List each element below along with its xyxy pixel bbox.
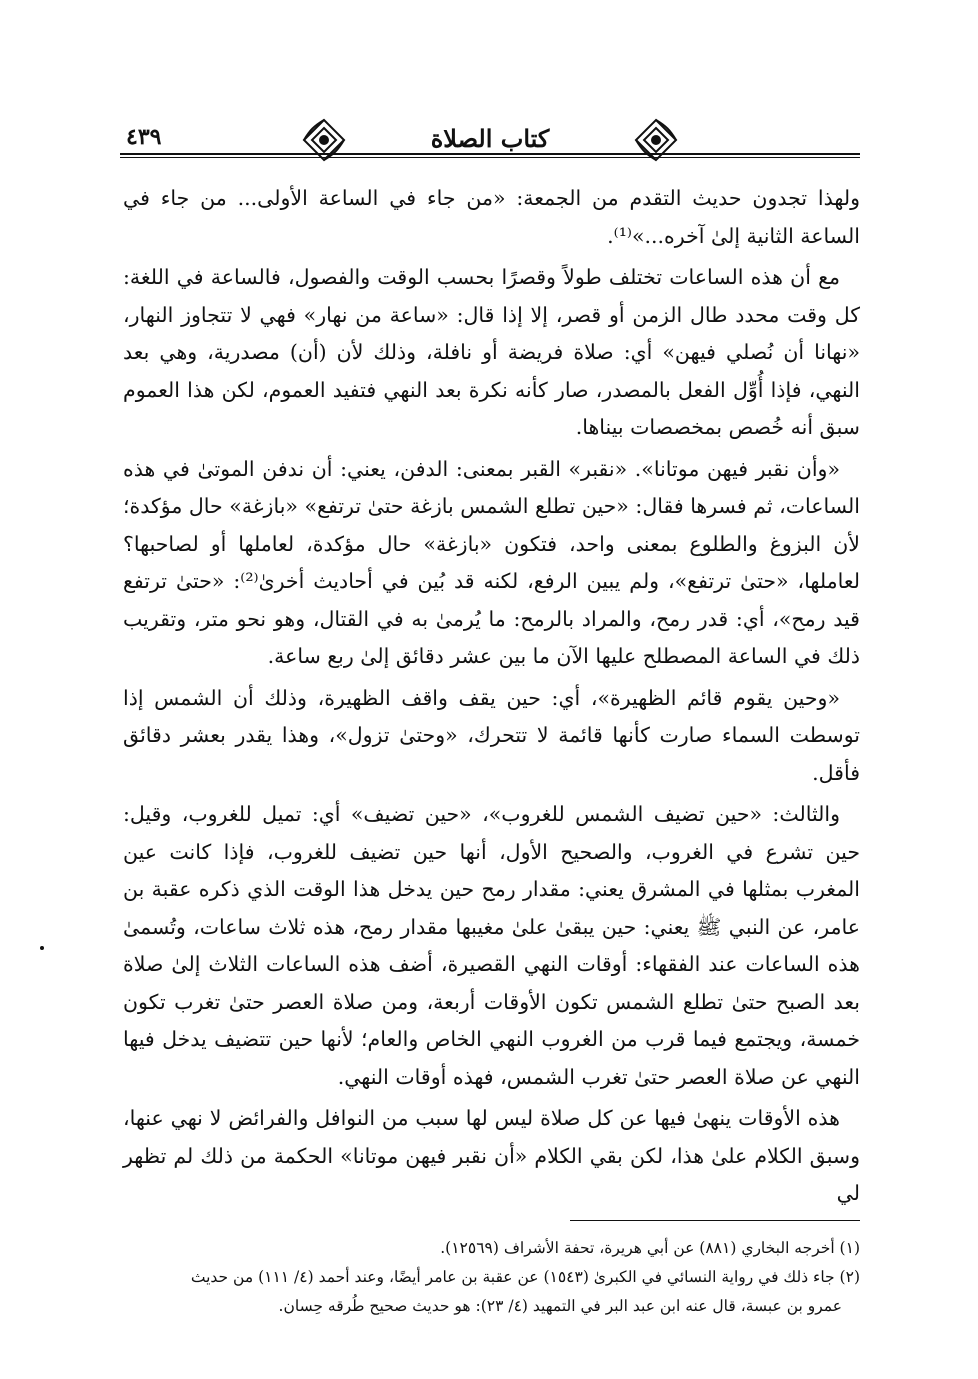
header-rule-thin	[120, 157, 860, 158]
paragraph: «وأن نقبر فيهن موتانا». «نقبر» القبر بمعنى: الدفن، يعني: أن ندفن الموتىٰ في هذه الساعات، ثم فسرها فقال: «حين تطلع الشمس بازغة حتىٰ ترتفع» «بازغة» حال مؤكدة؛ لأن البزوغ والطلوع بمعنى واحد، فتكون «بازغة» حال مؤكدة، لعاملها أو لصاحبها؟ لعاملها، «حتىٰ ترتفع»، ولم يبين الرفع، لكنه قد بُين في أحاديث أخرىٰ⁽²⁾: «حتىٰ ترتفع قيد رمح»، أي: قدر رمح، والمراد بالرمح: ما يُرمىٰ به في القتال، وهو نحو متر، وتقريب ذلك في الساعة المصطلح عليها الآن ما بين عشر دقائق إلىٰ ربع ساعة.	[123, 456, 860, 668]
paragraph: ولهذا تجدون حديث التقدم من الجمعة: «من جاء في الساعة الأولى... من جاء في الساعة الثانية إلىٰ آخره...»⁽¹⁾.	[123, 186, 860, 248]
paragraph: «وحين يقوم قائم الظهيرة»، أي: حين يقف واقف الظهيرة، وذلك أن الشمس إذا توسطت السماء صارت كأنها قائمة لا تتحرك، «وحتىٰ تزول»، وهذا يقدر بعشر دقائق فأقل.	[123, 685, 860, 785]
page-header	[120, 112, 860, 172]
paragraph: مع أن هذه الساعات تختلف طولاً وقصرًا بحسب الوقت والفصول، فالساعة في اللغة: كل وقت محدد طال الزمن أو قصر، إلا إذا قال: «ساعة من نهار» فهي لا تتجاوز النهار، «نهانا أن نُصلي فيهن» أي: صلاة فريضة أو نافلة، وذلك لأن (أن) مصدرية، وهي بعد النهي، فإذا أُوِّل الفعل بالمصدر، صار كأنه نكرة بعد النهي فتفيد العموم، لكن هذا العموم سبق أنه خُصص بمخصصات بيناها.	[123, 265, 860, 439]
footnote-separator	[570, 1220, 860, 1221]
footnotes	[123, 1234, 860, 1321]
page-number: ٤٣٩	[126, 124, 162, 150]
footnote-2: (٢) جاء ذلك في رواية النسائي في الكبرىٰ (١٥٤٣) عن عقبة بن عامر أيضًا، وعند أحمد (٤/ ١١١) من حديث	[190, 1268, 860, 1286]
margin-mark	[40, 946, 44, 950]
main-text	[123, 180, 860, 1213]
chapter-title: كتاب الصلاة	[430, 124, 550, 153]
header-rule	[120, 153, 860, 155]
footnote-1: (١) أخرجه البخاري (٨٨١) عن أبي هريرة، تحفة الأشراف (١٢٥٦٩).	[440, 1239, 860, 1257]
paragraph: والثالث: «حين تضيف الشمس للغروب»، «حين تضيف» أي: تميل للغروب، وقيل: حين تشرع في الغروب، والصحيح الأول، أنها حين تضيف للغروب، فإذا كانت عين المغرب بمثلها في المشرق يعني: مقدار رمح حين يدخل هذا الوقت الذي ذكره عقبة بن عامر، عن النبي ﷺ يعني: حين يبقىٰ علىٰ مغيبها مقدار رمح، هذه ثلاث ساعات، وتُسمىٰ هذه الساعات عند الفقهاء: أوقات النهي القصيرة، أضف هذه الساعات الثلاث إلىٰ صلاة بعد الصبح حتىٰ تطلع الشمس تكون الأوقات أربعة، ومن صلاة العصر حتىٰ تغرب تكون خمسة، ويجتمع فيما قرب من الغروب النهي الخاص والعام؛ لأنها حين تتضيف يدخل فيها النهي عن صلاة العصر حتىٰ تغرب الشمس، فهذه أوقات النهي.	[123, 802, 860, 1089]
footnote-2-continuation: عمرو بن عبسة، قال عنه ابن عبد البر في التمهيد (٤/ ٢٣): هو حديث صحيح طُرقه حِسان.	[278, 1297, 842, 1315]
paragraph: هذه الأوقات ينهىٰ فيها عن كل صلاة ليس لها سبب من النوافل والفرائض لا نهي عنها، وسبق الكلام علىٰ هذا، لكن بقي الكلام «أن نقبر فيهن موتانا» الحكمة من ذلك لم تظهر لي	[123, 1106, 860, 1205]
